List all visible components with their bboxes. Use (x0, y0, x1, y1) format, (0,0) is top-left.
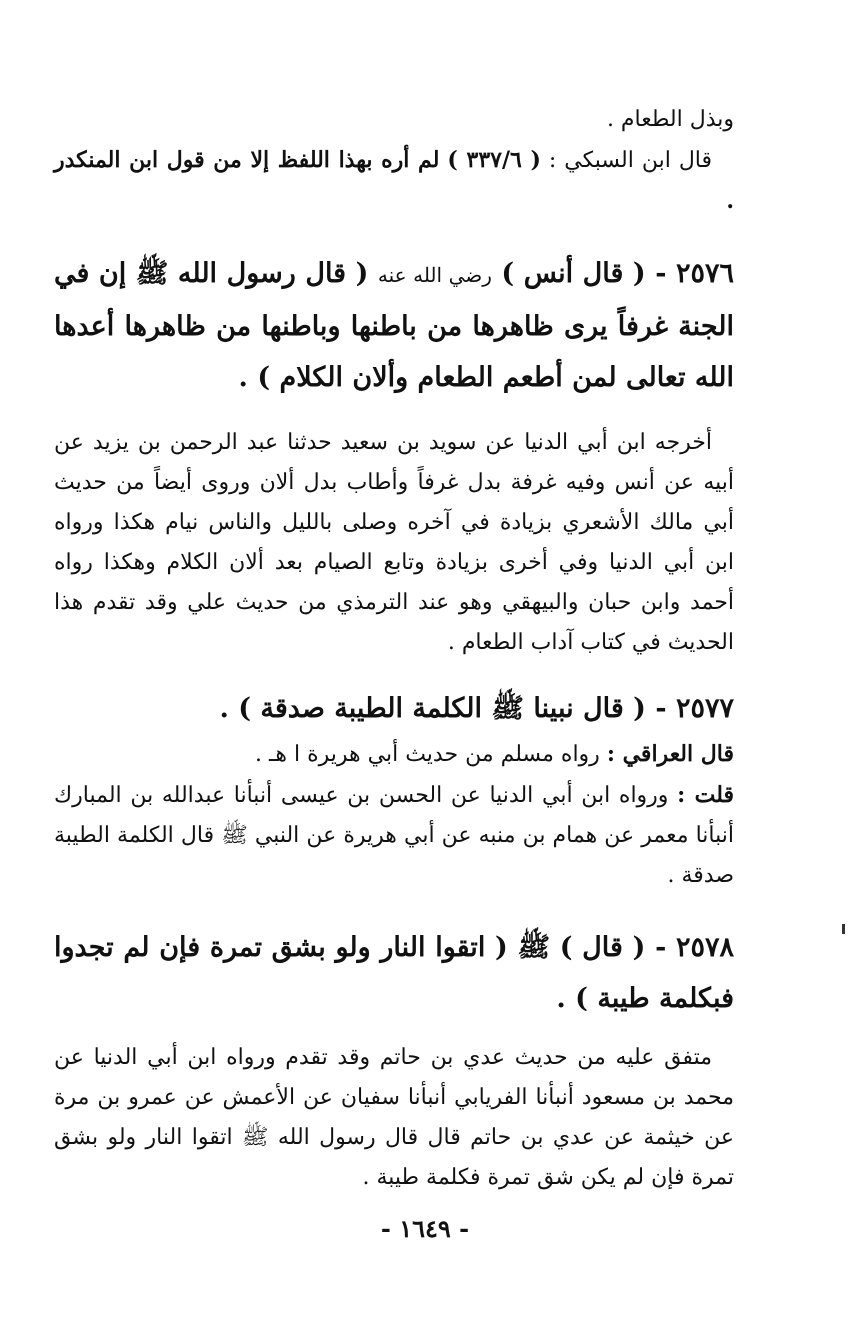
hadith-text: ( قال نبينا ﷺ الكلمة الطيبة صدقة ) . (219, 693, 646, 724)
page-number: - ١٦٤٩ - (380, 1214, 470, 1243)
qultu-label: قلت : (677, 782, 735, 808)
subki-label: قال ابن السبكي : (548, 148, 713, 173)
hadith-text: ( قال ) ﷺ ( اتقوا النار ولو بشق تمرة فإن لم تجدوا فبكلمة طيبة ) . (54, 932, 734, 1014)
hadith-dash: - (655, 693, 667, 724)
continuation-text: وبذل الطعام . (606, 107, 734, 132)
page-body (54, 100, 734, 1198)
spacer (54, 896, 734, 922)
hadith-heading-2578 (54, 922, 734, 1024)
subki-note (54, 140, 734, 222)
hadith-heading-2576 (54, 248, 734, 403)
qultu-note-2577 (54, 775, 734, 896)
spacer (54, 222, 734, 248)
hadith-text: ( قال رسول الله ﷺ إن في الجنة غرفاً يرى ظاهرها من باطنها وباطنها من ظاهرها أعدها الله تعالى لمن أطعم الطعام وألان الكلام ) . (54, 258, 734, 393)
spacer (54, 663, 734, 683)
iraqi-label: قال العراقي : (606, 741, 734, 767)
commentary-text: متفق عليه من حديث عدي بن حاتم وقد تقدم ورواه ابن أبي الدنيا عن محمد بن مسعود أنبأنا الفريابي أنبأنا سفيان عن الأعمش عن عمرو بن مرة عن خيثمة عن عدي بن حاتم قال قال رسول الله ﷺ اتقوا النار ولو بشق تمرة فإن لم يكن شق تمرة فكلمة طيبة . (54, 1045, 734, 1190)
commentary-2576 (54, 423, 734, 663)
qultu-text: ورواه ابن أبي الدنيا عن الحسن بن عيسى أنبأنا عبدالله بن المبارك أنبأنا معمر عن همام بن منبه عن أبي هريرة عن النبي ﷺ قال الكلمة الطيبة صدقة . (54, 783, 734, 888)
hadith-dash: - (655, 932, 667, 963)
hadith-number: ٢٥٧٧ (675, 693, 734, 724)
subki-reference: ( ٣٣٧/٦ ) (447, 147, 541, 173)
spacer (54, 403, 734, 423)
iraqi-note-2577 (54, 734, 734, 775)
iraqi-text: رواه مسلم من حديث أبي هريرة ا هـ . (254, 742, 600, 767)
hadith-heading-2577 (54, 683, 734, 734)
spacer (54, 1024, 734, 1038)
hadith-number: ٢٥٧٨ (675, 932, 734, 963)
commentary-2578 (54, 1038, 734, 1198)
margin-mark (842, 924, 845, 934)
commentary-text: أخرجه ابن أبي الدنيا عن سويد بن سعيد حدثنا عبد الرحمن بن يزيد عن أبيه عن أنس وفيه غرفة بدل غرفاً وأطاب بدل ألان وروى أيضاً من حديث أبي مالك الأشعري بزيادة في آخره وصلى بالليل والناس نيام هكذا ورواه ابن أبي الدنيا وفي أخرى بزيادة وتابع الصيام بعد ألان الكلام وهكذا رواه أحمد وابن حبان والبيهقي وهو عند الترمذي من حديث علي وقد تقدم هذا الحديث في كتاب آداب الطعام . (54, 430, 734, 655)
hadith-number: ٢٥٧٦ (676, 258, 735, 289)
attribution-note: رضي الله عنه (377, 263, 492, 287)
continuation-line (54, 100, 734, 140)
subki-text: لم أره بهذا اللفظ إلا من قول ابن المنكدر . (54, 147, 734, 214)
hadith-dash: - (655, 258, 667, 289)
hadith-attribution: ( قال أنس ) (501, 258, 646, 289)
